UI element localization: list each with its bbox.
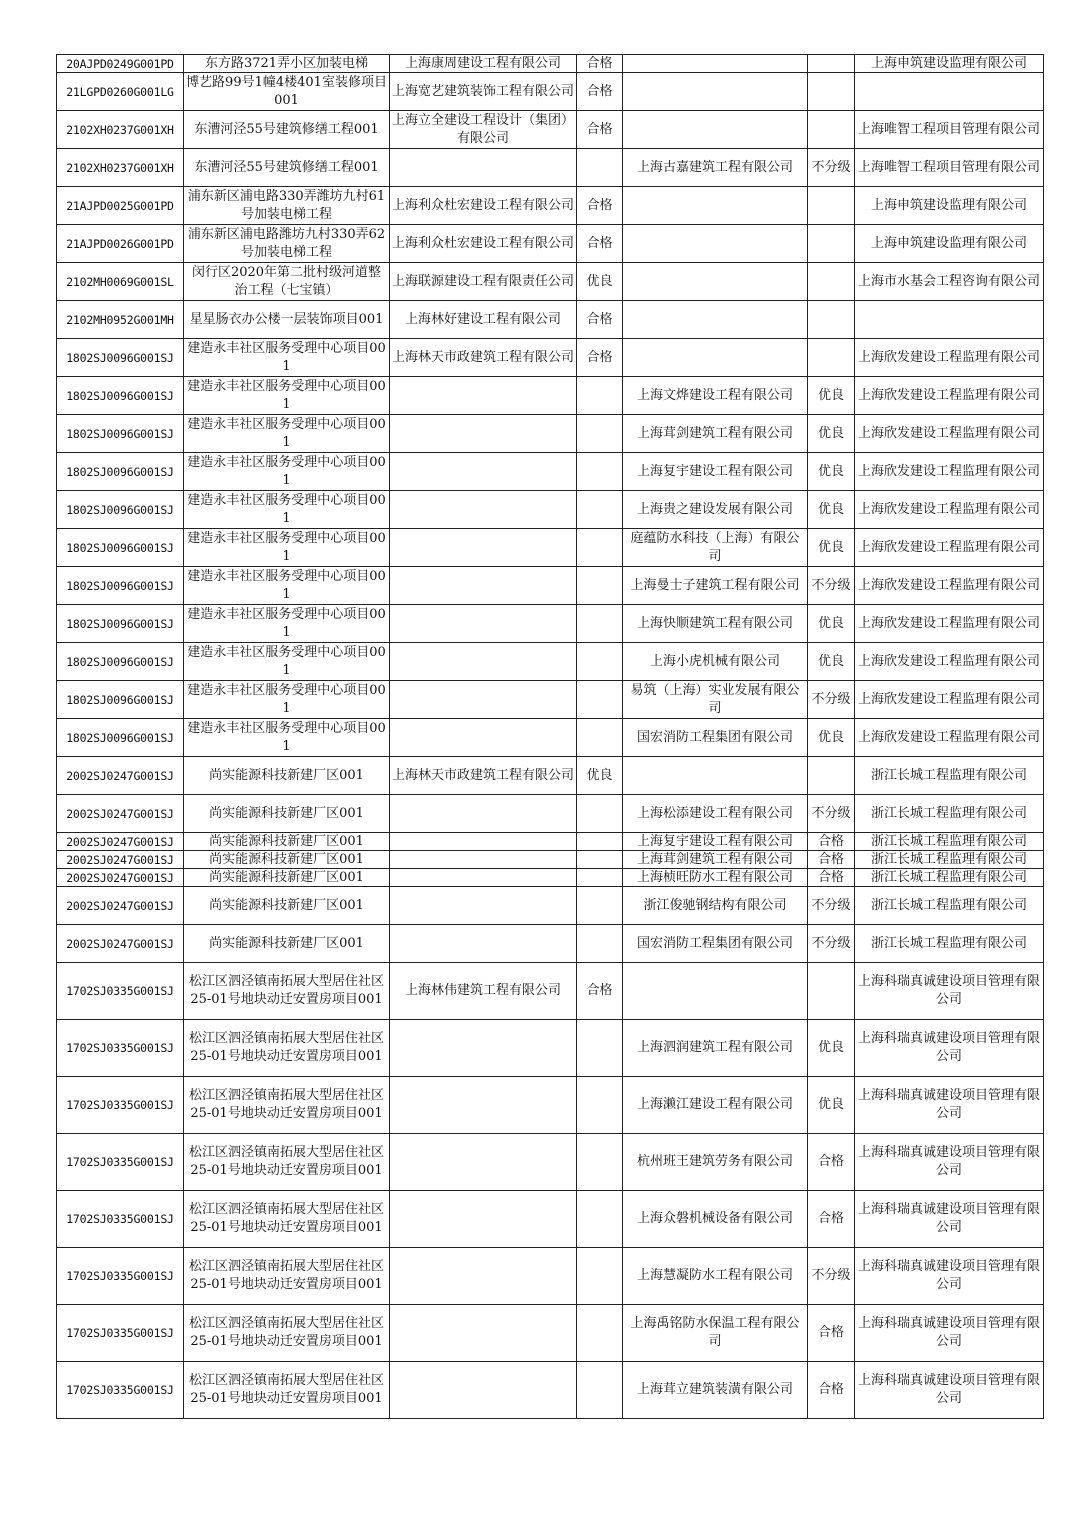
contractor-cell <box>390 681 577 719</box>
contractor-rating-cell <box>577 415 623 453</box>
project-code-cell: 1802SJ0096G001SJ <box>57 339 184 377</box>
contractor-cell <box>390 149 577 187</box>
table-row <box>57 301 1044 339</box>
project-code-cell: 20AJPD0249G001PD <box>57 55 184 73</box>
subcontractor-cell <box>623 301 808 339</box>
project-name-cell: 尚实能源科技新建厂区001 <box>184 925 390 963</box>
project-name-cell: 松江区泗泾镇南拓展大型居住社区25-01号地块动迁安置房项目001 <box>184 1077 390 1134</box>
subcontractor-rating-cell <box>808 757 855 795</box>
subcontractor-cell: 易筑（上海）实业发展有限公司 <box>623 681 808 719</box>
table-row <box>57 225 1044 263</box>
contractor-cell <box>390 1191 577 1248</box>
table-row <box>57 869 1044 887</box>
subcontractor-rating-cell: 不分级 <box>808 567 855 605</box>
project-name-cell: 东漕河泾55号建筑修缮工程001 <box>184 111 390 149</box>
supervisor-cell: 浙江长城工程监理有限公司 <box>855 925 1044 963</box>
contractor-rating-cell <box>577 1191 623 1248</box>
subcontractor-cell: 上海茸剑建筑工程有限公司 <box>623 415 808 453</box>
project-name-cell: 东漕河泾55号建筑修缮工程001 <box>184 149 390 187</box>
subcontractor-cell <box>623 757 808 795</box>
contractor-rating-cell <box>577 1020 623 1077</box>
project-name-cell: 松江区泗泾镇南拓展大型居住社区25-01号地块动迁安置房项目001 <box>184 1191 390 1248</box>
subcontractor-cell: 上海贵之建设发展有限公司 <box>623 491 808 529</box>
subcontractor-cell: 上海曼士子建筑工程有限公司 <box>623 567 808 605</box>
subcontractor-rating-cell: 合格 <box>808 1191 855 1248</box>
contractor-cell: 上海利众杜宏建设工程有限公司 <box>390 187 577 225</box>
subcontractor-cell: 上海禹铭防水保温工程有限公司 <box>623 1305 808 1362</box>
contractor-rating-cell: 合格 <box>577 301 623 339</box>
supervisor-cell: 上海申筑建设监理有限公司 <box>855 187 1044 225</box>
project-name-cell: 松江区泗泾镇南拓展大型居住社区25-01号地块动迁安置房项目001 <box>184 1134 390 1191</box>
subcontractor-rating-cell: 优良 <box>808 1077 855 1134</box>
project-code-cell: 1802SJ0096G001SJ <box>57 719 184 757</box>
project-name-cell: 建造永丰社区服务受理中心项目001 <box>184 529 390 567</box>
supervisor-cell: 上海欣发建设工程监理有限公司 <box>855 491 1044 529</box>
table-row <box>57 833 1044 851</box>
project-code-cell: 1702SJ0335G001SJ <box>57 1305 184 1362</box>
project-code-cell: 1802SJ0096G001SJ <box>57 453 184 491</box>
contractor-rating-cell <box>577 1305 623 1362</box>
subcontractor-rating-cell: 优良 <box>808 1020 855 1077</box>
contractor-cell <box>390 869 577 887</box>
supervisor-cell: 上海科瑞真诚建设项目管理有限公司 <box>855 1305 1044 1362</box>
supervisor-cell: 上海欣发建设工程监理有限公司 <box>855 681 1044 719</box>
supervisor-cell: 浙江长城工程监理有限公司 <box>855 869 1044 887</box>
subcontractor-cell: 上海茸立建筑装潢有限公司 <box>623 1362 808 1419</box>
contractor-rating-cell <box>577 887 623 925</box>
table-row <box>57 1020 1044 1077</box>
table-row <box>57 339 1044 377</box>
contractor-rating-cell <box>577 869 623 887</box>
project-code-cell: 1802SJ0096G001SJ <box>57 491 184 529</box>
subcontractor-cell <box>623 187 808 225</box>
subcontractor-rating-cell: 优良 <box>808 719 855 757</box>
subcontractor-rating-cell: 不分级 <box>808 149 855 187</box>
contractor-rating-cell: 合格 <box>577 111 623 149</box>
supervisor-cell: 上海科瑞真诚建设项目管理有限公司 <box>855 1248 1044 1305</box>
project-name-cell: 浦东新区浦电路潍坊九村330弄62号加装电梯工程 <box>184 225 390 263</box>
subcontractor-cell <box>623 55 808 73</box>
subcontractor-cell: 上海复宇建设工程有限公司 <box>623 453 808 491</box>
contractor-cell <box>390 925 577 963</box>
subcontractor-cell <box>623 225 808 263</box>
table-row <box>57 681 1044 719</box>
subcontractor-rating-cell: 合格 <box>808 833 855 851</box>
project-code-cell: 21LGPD0260G001LG <box>57 73 184 111</box>
contractor-cell <box>390 719 577 757</box>
project-name-cell: 建造永丰社区服务受理中心项目001 <box>184 681 390 719</box>
supervisor-cell: 上海唯智工程项目管理有限公司 <box>855 149 1044 187</box>
supervisor-cell: 上海科瑞真诚建设项目管理有限公司 <box>855 1020 1044 1077</box>
subcontractor-rating-cell: 不分级 <box>808 1248 855 1305</box>
table-row <box>57 491 1044 529</box>
subcontractor-cell <box>623 339 808 377</box>
supervisor-cell: 浙江长城工程监理有限公司 <box>855 851 1044 869</box>
project-name-cell: 松江区泗泾镇南拓展大型居住社区25-01号地块动迁安置房项目001 <box>184 963 390 1020</box>
project-code-cell: 1802SJ0096G001SJ <box>57 567 184 605</box>
subcontractor-cell: 上海小虎机械有限公司 <box>623 643 808 681</box>
contractor-rating-cell: 合格 <box>577 225 623 263</box>
subcontractor-rating-cell: 优良 <box>808 491 855 529</box>
contractor-cell: 上海康周建设工程有限公司 <box>390 55 577 73</box>
project-name-cell: 博艺路99号1幢4楼401室装修项目001 <box>184 73 390 111</box>
project-code-cell: 2102XH0237G001XH <box>57 111 184 149</box>
subcontractor-cell: 庭蕴防水科技（上海）有限公司 <box>623 529 808 567</box>
project-code-cell: 1802SJ0096G001SJ <box>57 643 184 681</box>
table-row <box>57 643 1044 681</box>
contractor-cell <box>390 529 577 567</box>
project-code-cell: 2002SJ0247G001SJ <box>57 851 184 869</box>
contractor-rating-cell <box>577 681 623 719</box>
contractor-cell <box>390 887 577 925</box>
table-row <box>57 415 1044 453</box>
contractor-cell: 上海林伟建筑工程有限公司 <box>390 963 577 1020</box>
contractor-cell <box>390 1020 577 1077</box>
contractor-rating-cell <box>577 149 623 187</box>
supervisor-cell: 上海唯智工程项目管理有限公司 <box>855 111 1044 149</box>
subcontractor-rating-cell: 不分级 <box>808 887 855 925</box>
table-row <box>57 55 1044 73</box>
supervisor-cell: 上海科瑞真诚建设项目管理有限公司 <box>855 1134 1044 1191</box>
table-row <box>57 605 1044 643</box>
subcontractor-cell: 上海慧凝防水工程有限公司 <box>623 1248 808 1305</box>
subcontractor-cell: 上海松添建设工程有限公司 <box>623 795 808 833</box>
subcontractor-cell: 上海众磐机械设备有限公司 <box>623 1191 808 1248</box>
supervisor-cell: 上海欣发建设工程监理有限公司 <box>855 529 1044 567</box>
project-code-cell: 2102XH0237G001XH <box>57 149 184 187</box>
subcontractor-cell <box>623 963 808 1020</box>
project-code-cell: 2102MH0069G001SL <box>57 263 184 301</box>
subcontractor-cell <box>623 73 808 111</box>
contractor-cell <box>390 1305 577 1362</box>
project-code-cell: 2002SJ0247G001SJ <box>57 887 184 925</box>
contractor-rating-cell <box>577 851 623 869</box>
project-code-cell: 21AJPD0025G001PD <box>57 187 184 225</box>
contractor-cell: 上海联源建设工程有限责任公司 <box>390 263 577 301</box>
table-row <box>57 1305 1044 1362</box>
subcontractor-cell: 浙江俊驰钢结构有限公司 <box>623 887 808 925</box>
subcontractor-rating-cell <box>808 963 855 1020</box>
contractor-cell <box>390 833 577 851</box>
subcontractor-cell: 上海文烨建设工程有限公司 <box>623 377 808 415</box>
subcontractor-rating-cell <box>808 187 855 225</box>
contractor-cell <box>390 1134 577 1191</box>
table-body <box>57 55 1044 1419</box>
contractor-rating-cell: 合格 <box>577 963 623 1020</box>
contractor-rating-cell <box>577 1248 623 1305</box>
subcontractor-rating-cell: 合格 <box>808 869 855 887</box>
supervisor-cell: 上海科瑞真诚建设项目管理有限公司 <box>855 963 1044 1020</box>
table-row <box>57 377 1044 415</box>
contractor-rating-cell <box>577 453 623 491</box>
subcontractor-cell: 上海泗润建筑工程有限公司 <box>623 1020 808 1077</box>
contractor-cell <box>390 1248 577 1305</box>
subcontractor-rating-cell: 合格 <box>808 1134 855 1191</box>
supervisor-cell: 上海欣发建设工程监理有限公司 <box>855 643 1044 681</box>
project-name-cell: 尚实能源科技新建厂区001 <box>184 795 390 833</box>
project-name-cell: 建造永丰社区服务受理中心项目001 <box>184 453 390 491</box>
subcontractor-rating-cell: 合格 <box>808 1305 855 1362</box>
contractor-cell <box>390 377 577 415</box>
project-name-cell: 建造永丰社区服务受理中心项目001 <box>184 605 390 643</box>
project-code-cell: 2002SJ0247G001SJ <box>57 757 184 795</box>
supervisor-cell: 上海欣发建设工程监理有限公司 <box>855 377 1044 415</box>
subcontractor-cell: 上海古嘉建筑工程有限公司 <box>623 149 808 187</box>
project-name-cell: 尚实能源科技新建厂区001 <box>184 887 390 925</box>
subcontractor-cell: 国宏消防工程集团有限公司 <box>623 925 808 963</box>
supervisor-cell: 上海欣发建设工程监理有限公司 <box>855 605 1044 643</box>
supervisor-cell: 上海申筑建设监理有限公司 <box>855 225 1044 263</box>
contractor-cell: 上海林天市政建筑工程有限公司 <box>390 757 577 795</box>
project-name-cell: 建造永丰社区服务受理中心项目001 <box>184 719 390 757</box>
contractor-rating-cell <box>577 1362 623 1419</box>
subcontractor-rating-cell: 优良 <box>808 605 855 643</box>
contractor-cell <box>390 643 577 681</box>
project-name-cell: 建造永丰社区服务受理中心项目001 <box>184 339 390 377</box>
contractor-rating-cell <box>577 605 623 643</box>
contractor-cell <box>390 1362 577 1419</box>
contractor-rating-cell <box>577 643 623 681</box>
subcontractor-cell: 上海桢旺防水工程有限公司 <box>623 869 808 887</box>
contractor-rating-cell: 合格 <box>577 73 623 111</box>
project-code-cell: 1802SJ0096G001SJ <box>57 415 184 453</box>
subcontractor-cell: 上海复宇建设工程有限公司 <box>623 833 808 851</box>
supervisor-cell: 上海欣发建设工程监理有限公司 <box>855 415 1044 453</box>
contractor-rating-cell: 优良 <box>577 757 623 795</box>
subcontractor-rating-cell <box>808 225 855 263</box>
project-code-cell: 2002SJ0247G001SJ <box>57 925 184 963</box>
subcontractor-rating-cell <box>808 111 855 149</box>
table-row <box>57 963 1044 1020</box>
table-row <box>57 925 1044 963</box>
contractor-cell <box>390 795 577 833</box>
contractor-cell <box>390 851 577 869</box>
table-row <box>57 529 1044 567</box>
contractor-cell <box>390 605 577 643</box>
contractor-rating-cell <box>577 1134 623 1191</box>
project-name-cell: 松江区泗泾镇南拓展大型居住社区25-01号地块动迁安置房项目001 <box>184 1248 390 1305</box>
table-row <box>57 1077 1044 1134</box>
table-row <box>57 453 1044 491</box>
project-code-cell: 2002SJ0247G001SJ <box>57 869 184 887</box>
subcontractor-rating-cell: 合格 <box>808 1362 855 1419</box>
contractor-rating-cell <box>577 795 623 833</box>
subcontractor-cell: 国宏消防工程集团有限公司 <box>623 719 808 757</box>
supervisor-cell <box>855 73 1044 111</box>
table-row <box>57 567 1044 605</box>
contractor-rating-cell: 优良 <box>577 263 623 301</box>
contractor-rating-cell <box>577 377 623 415</box>
project-name-cell: 建造永丰社区服务受理中心项目001 <box>184 415 390 453</box>
subcontractor-rating-cell: 合格 <box>808 851 855 869</box>
project-name-cell: 建造永丰社区服务受理中心项目001 <box>184 643 390 681</box>
subcontractor-cell <box>623 263 808 301</box>
project-code-cell: 1702SJ0335G001SJ <box>57 1020 184 1077</box>
table-row <box>57 1134 1044 1191</box>
supervisor-cell: 上海申筑建设监理有限公司 <box>855 55 1044 73</box>
subcontractor-rating-cell: 优良 <box>808 453 855 491</box>
project-name-cell: 浦东新区浦电路330弄潍坊九村61号加装电梯工程 <box>184 187 390 225</box>
supervisor-cell: 上海欣发建设工程监理有限公司 <box>855 719 1044 757</box>
table-row <box>57 887 1044 925</box>
subcontractor-rating-cell: 不分级 <box>808 795 855 833</box>
contractor-cell: 上海立全建设工程设计（集团）有限公司 <box>390 111 577 149</box>
project-name-cell: 松江区泗泾镇南拓展大型居住社区25-01号地块动迁安置房项目001 <box>184 1020 390 1077</box>
contractor-cell <box>390 567 577 605</box>
project-name-cell: 松江区泗泾镇南拓展大型居住社区25-01号地块动迁安置房项目001 <box>184 1305 390 1362</box>
contractor-rating-cell: 合格 <box>577 187 623 225</box>
contractor-rating-cell: 合格 <box>577 339 623 377</box>
project-code-cell: 1702SJ0335G001SJ <box>57 1134 184 1191</box>
project-code-cell: 2002SJ0247G001SJ <box>57 795 184 833</box>
contractor-cell: 上海宽艺建筑装饰工程有限公司 <box>390 73 577 111</box>
subcontractor-rating-cell <box>808 301 855 339</box>
subcontractor-rating-cell: 优良 <box>808 529 855 567</box>
contractor-rating-cell <box>577 529 623 567</box>
table-row <box>57 187 1044 225</box>
supervisor-cell: 浙江长城工程监理有限公司 <box>855 833 1044 851</box>
subcontractor-cell: 上海快顺建筑工程有限公司 <box>623 605 808 643</box>
supervisor-cell: 上海科瑞真诚建设项目管理有限公司 <box>855 1362 1044 1419</box>
project-code-cell: 2102MH0952G001MH <box>57 301 184 339</box>
table-row <box>57 795 1044 833</box>
project-name-cell: 松江区泗泾镇南拓展大型居住社区25-01号地块动迁安置房项目001 <box>184 1362 390 1419</box>
project-name-cell: 建造永丰社区服务受理中心项目001 <box>184 491 390 529</box>
supervisor-cell: 上海科瑞真诚建设项目管理有限公司 <box>855 1077 1044 1134</box>
subcontractor-cell <box>623 111 808 149</box>
contractor-rating-cell: 合格 <box>577 55 623 73</box>
supervisor-cell: 上海欣发建设工程监理有限公司 <box>855 567 1044 605</box>
contractor-cell <box>390 453 577 491</box>
table-row <box>57 719 1044 757</box>
contractor-rating-cell <box>577 925 623 963</box>
subcontractor-rating-cell <box>808 55 855 73</box>
project-code-cell: 1702SJ0335G001SJ <box>57 1077 184 1134</box>
subcontractor-cell: 上海茸剑建筑工程有限公司 <box>623 851 808 869</box>
contractor-rating-cell <box>577 719 623 757</box>
project-name-cell: 星星肠衣办公楼一层装饰项目001 <box>184 301 390 339</box>
subcontractor-rating-cell: 优良 <box>808 415 855 453</box>
table-row <box>57 1362 1044 1419</box>
table-row <box>57 757 1044 795</box>
project-name-cell: 建造永丰社区服务受理中心项目001 <box>184 377 390 415</box>
subcontractor-rating-cell: 优良 <box>808 643 855 681</box>
project-name-cell: 尚实能源科技新建厂区001 <box>184 757 390 795</box>
subcontractor-rating-cell: 不分级 <box>808 925 855 963</box>
project-name-cell: 闵行区2020年第二批村级河道整治工程（七宝镇） <box>184 263 390 301</box>
project-code-cell: 1702SJ0335G001SJ <box>57 963 184 1020</box>
contractor-cell: 上海林好建设工程有限公司 <box>390 301 577 339</box>
project-name-cell: 尚实能源科技新建厂区001 <box>184 833 390 851</box>
project-name-cell: 尚实能源科技新建厂区001 <box>184 869 390 887</box>
project-code-cell: 1702SJ0335G001SJ <box>57 1248 184 1305</box>
project-code-cell: 1802SJ0096G001SJ <box>57 529 184 567</box>
contractor-cell: 上海林天市政建筑工程有限公司 <box>390 339 577 377</box>
contractor-rating-cell <box>577 833 623 851</box>
table-row <box>57 149 1044 187</box>
supervisor-cell: 上海欣发建设工程监理有限公司 <box>855 339 1044 377</box>
subcontractor-rating-cell <box>808 73 855 111</box>
table-row <box>57 263 1044 301</box>
supervisor-cell: 上海科瑞真诚建设项目管理有限公司 <box>855 1191 1044 1248</box>
contractor-cell: 上海利众杜宏建设工程有限公司 <box>390 225 577 263</box>
table-row <box>57 1191 1044 1248</box>
subcontractor-cell: 上海濑江建设工程有限公司 <box>623 1077 808 1134</box>
table-row <box>57 851 1044 869</box>
supervisor-cell <box>855 301 1044 339</box>
project-code-cell: 1802SJ0096G001SJ <box>57 681 184 719</box>
contractor-cell <box>390 415 577 453</box>
subcontractor-rating-cell: 优良 <box>808 377 855 415</box>
contractor-rating-cell <box>577 1077 623 1134</box>
supervisor-cell: 上海市水基会工程咨询有限公司 <box>855 263 1044 301</box>
table-row <box>57 73 1044 111</box>
table-row <box>57 111 1044 149</box>
table-row <box>57 1248 1044 1305</box>
supervisor-cell: 上海欣发建设工程监理有限公司 <box>855 453 1044 491</box>
project-code-cell: 1802SJ0096G001SJ <box>57 605 184 643</box>
subcontractor-rating-cell <box>808 339 855 377</box>
supervisor-cell: 浙江长城工程监理有限公司 <box>855 757 1044 795</box>
project-code-cell: 1702SJ0335G001SJ <box>57 1362 184 1419</box>
evaluation-table <box>56 54 1044 1419</box>
contractor-rating-cell <box>577 567 623 605</box>
contractor-rating-cell <box>577 491 623 529</box>
supervisor-cell: 浙江长城工程监理有限公司 <box>855 795 1044 833</box>
subcontractor-rating-cell: 不分级 <box>808 681 855 719</box>
project-name-cell: 东方路3721弄小区加装电梯 <box>184 55 390 73</box>
subcontractor-rating-cell <box>808 263 855 301</box>
subcontractor-cell: 杭州班王建筑劳务有限公司 <box>623 1134 808 1191</box>
project-name-cell: 尚实能源科技新建厂区001 <box>184 851 390 869</box>
project-code-cell: 1802SJ0096G001SJ <box>57 377 184 415</box>
project-code-cell: 2002SJ0247G001SJ <box>57 833 184 851</box>
contractor-cell <box>390 1077 577 1134</box>
project-code-cell: 21AJPD0026G001PD <box>57 225 184 263</box>
project-name-cell: 建造永丰社区服务受理中心项目001 <box>184 567 390 605</box>
contractor-cell <box>390 491 577 529</box>
supervisor-cell: 浙江长城工程监理有限公司 <box>855 887 1044 925</box>
project-code-cell: 1702SJ0335G001SJ <box>57 1191 184 1248</box>
